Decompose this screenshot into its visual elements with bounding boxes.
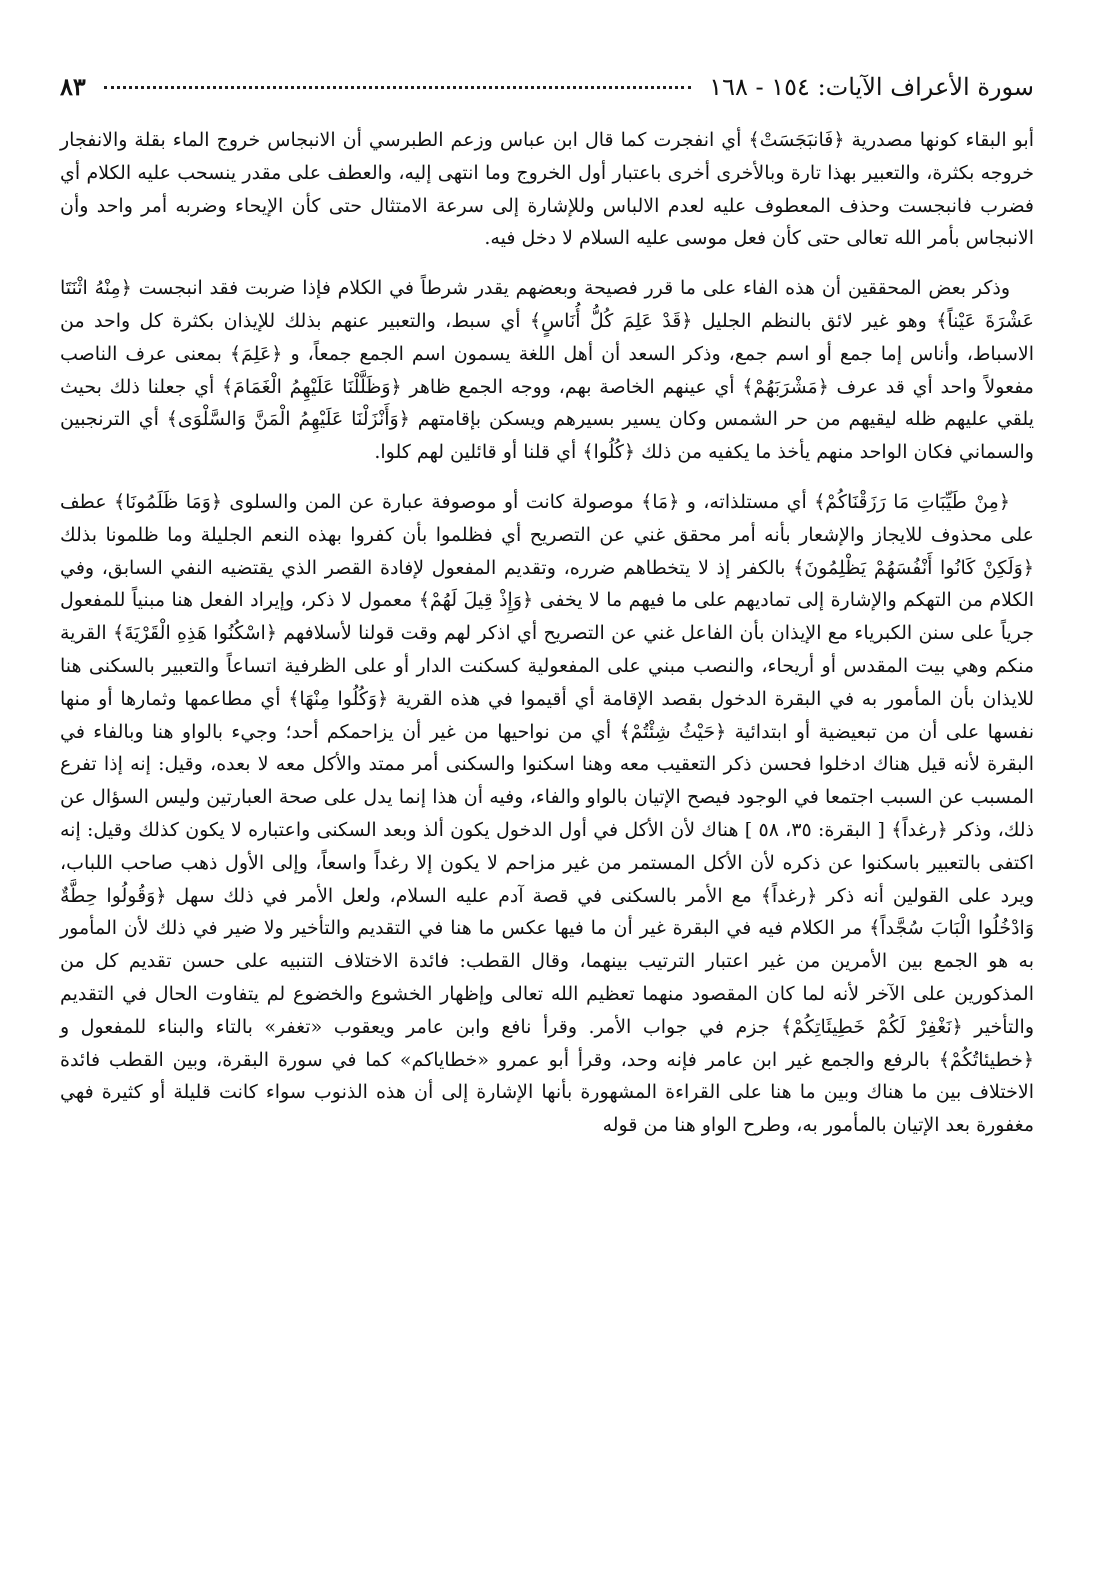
header-dotted-leader [104,84,691,89]
paragraph: أبو البقاء كونها مصدرية ﴿فَانبَجَسَتْ﴾ أي انفجرت كما قال ابن عباس وزعم الطبرسي أن الانبجاس خروج الماء بقلة والانفجار خروجه بكثرة، والتعبير بهذا تارة وبالأخرى أخرى باعتبار أول الخروج وما انتهى إليه، والعطف على مقدر ينسحب عليه الكلام أي فضرب فانبجست وحذف المعطوف عليه لعدم الالباس وللإشارة إلى سرعة الامتثال حتى كأن الإيحاء وضربه أمر واحد وأن الانبجاس بأمر الله تعالى حتى كأن فعل موسى عليه السلام لا دخل فيه. [60,129,1034,250]
surah-title: سورة الأعراف الآيات: ١٥٤ - ١٦٨ [709,73,1034,101]
paragraph: وذكر بعض المحققين أن هذه الفاء على ما قرر فصيحة وبعضهم يقدر شرطاً في الكلام فإذا ضربت فقد انبجست ﴿مِنْهُ اثْنَتَا عَشْرَةَ عَيْناً﴾ وهو غير لائق بالنظم الجليل ﴿قَدْ عَلِمَ كُلُّ أُنَاسٍ﴾ أي سبط، والتعبير عنهم بذلك للإيذان بكثرة كل واحد من الاسباط، وأناس إما جمع أو اسم جمع، وذكر السعد أن أهل اللغة يسمون اسم الجمع جمعاً، و ﴿عَلِمَ﴾ بمعنى عرف الناصب مفعولاً واحد أي قد عرف ﴿مَشْرَبَهُمْ﴾ أي عينهم الخاصة بهم، ووجه الجمع ظاهر ﴿وَظَلَّلْنَا عَلَيْهِمُ الْغَمَامَ﴾ أي جعلنا ذلك بحيث يلقي عليهم ظله ليقيهم من حر الشمس وكان يسير بسيرهم ويسكن بإقامتهم ﴿وَأَنْزَلْنَا عَلَيْهِمُ الْمَنَّ وَالسَّلْوَى﴾ أي الترنجبين والسماني فكان الواحد منهم يأخذ ما يكفيه من ذلك ﴿كُلُوا﴾ أي قلنا أو قائلين لهم كلوا. [60,277,1034,464]
page-header [60,72,1034,102]
paragraph: ﴿مِنْ طَيِّبَاتِ مَا رَزَقْنَاكُمْ﴾ أي مستلذاته، و ﴿مَا﴾ موصولة كانت أو موصوفة عبارة عن المن والسلوى ﴿وَمَا ظَلَمُونَا﴾ عطف على محذوف للايجاز والإشعار بأنه أمر محقق غني عن التصريح أي فظلموا بأن كفروا بهذه النعم الجليلة وما ظلمونا بذلك ﴿وَلَكِنْ كَانُوا أَنْفُسَهُمْ يَظْلِمُونَ﴾ بالكفر إذ لا يتخطاهم ضرره، وتقديم المفعول لإفادة القصر الذي يقتضيه النفي السابق، وفي الكلام من التهكم والإشارة إلى تماديهم على ما فيهم ما لا يخفى ﴿وَإِذْ قِيلَ لَهُمْ﴾ معمول لا ذكر، وإيراد الفعل هنا مبنياً للمفعول جرياً على سنن الكبرياء مع الإيذان بأن الفاعل غني عن التصريح أي اذكر لهم وقت قولنا لأسلافهم ﴿اسْكُنُوا هَذِهِ الْقَرْيَةَ﴾ القرية منكم وهي بيت المقدس أو أريحاء، والنصب مبني على المفعولية كسكنت الدار أو على الظرفية اتساعاً والتعبير بالسكنى هنا للايذان بأن المأمور به في البقرة الدخول بقصد الإقامة أي أقيموا في هذه القرية ﴿وَكُلُوا مِنْهَا﴾ أي مطاعمها وثمارها أو منها نفسها على أن من تبعيضية أو ابتدائية ﴿حَيْثُ شِئْتُمْ﴾ أي من نواحيها من غير أن يزاحمكم أحد؛ وجيء بالواو هنا وبالفاء في البقرة لأنه قيل هناك ادخلوا فحسن ذكر التعقيب معه وهنا اسكنوا والسكنى أمر ممتد والأكل معه لا بعده، وقيل: إنه إذا تفرع المسبب عن السبب اجتمعا في الوجود فيصح الإتيان بالواو والفاء، وفيه أن هذا إنما يدل على صحة العبارتين وليس السؤال عن ذلك، وذكر ﴿رغداً﴾ [ البقرة: ٣٥، ٥٨ ] هناك لأن الأكل في أول الدخول يكون ألذ وبعد السكنى واعتباره لا يكون كذلك وقيل: إنه اكتفى بالتعبير باسكنوا عن ذكره لأن الأكل المستمر من غير مزاحم لا يكون إلا رغداً واسعاً، وإلى الأول ذهب صاحب اللباب، ويرد على القولين أنه ذكر ﴿رغداً﴾ مع الأمر بالسكنى في قصة آدم عليه السلام، ولعل الأمر في ذلك سهل ﴿وَقُولُوا حِطَّةٌ وَادْخُلُوا الْبَابَ سُجَّداً﴾ مر الكلام فيه في البقرة غير أن ما فيها عكس ما هنا في التقديم والتأخير ولا ضير في ذلك لأن المأمور به هو الجمع بين الأمرين من غير اعتبار الترتيب بينهما، وقال القطب: فائدة الاختلاف التنبيه على حسن تقديم كل من المذكورين على الآخر لأنه لما كان المقصود منهما تعظيم الله تعالى وإظهار الخشوع والخضوع لم يتفاوت الحال في التقديم والتأخير ﴿نَغْفِرْ لَكُمْ خَطِيئَاتِكُمْ﴾ جزم في جواب الأمر. وقرأ نافع وابن عامر ويعقوب «تغفر» بالتاء والبناء للمفعول و ﴿خطيئاتُكُمْ﴾ بالرفع والجمع غير ابن عامر فإنه وحد، وقرأ أبو عمرو «خطاياكم» كما في سورة البقرة، وبين القطب فائدة الاختلاف بين ما هناك وبين ما هنا على القراءة المشهورة بأنها الإشارة إلى أن هذه الذنوب سواء كانت قليلة أو كثيرة فهي مغفورة بعد الإتيان بالمأمور به، وطرح الواو هنا من قوله [60,490,1035,1137]
page-number: ٨٣ [60,72,86,101]
